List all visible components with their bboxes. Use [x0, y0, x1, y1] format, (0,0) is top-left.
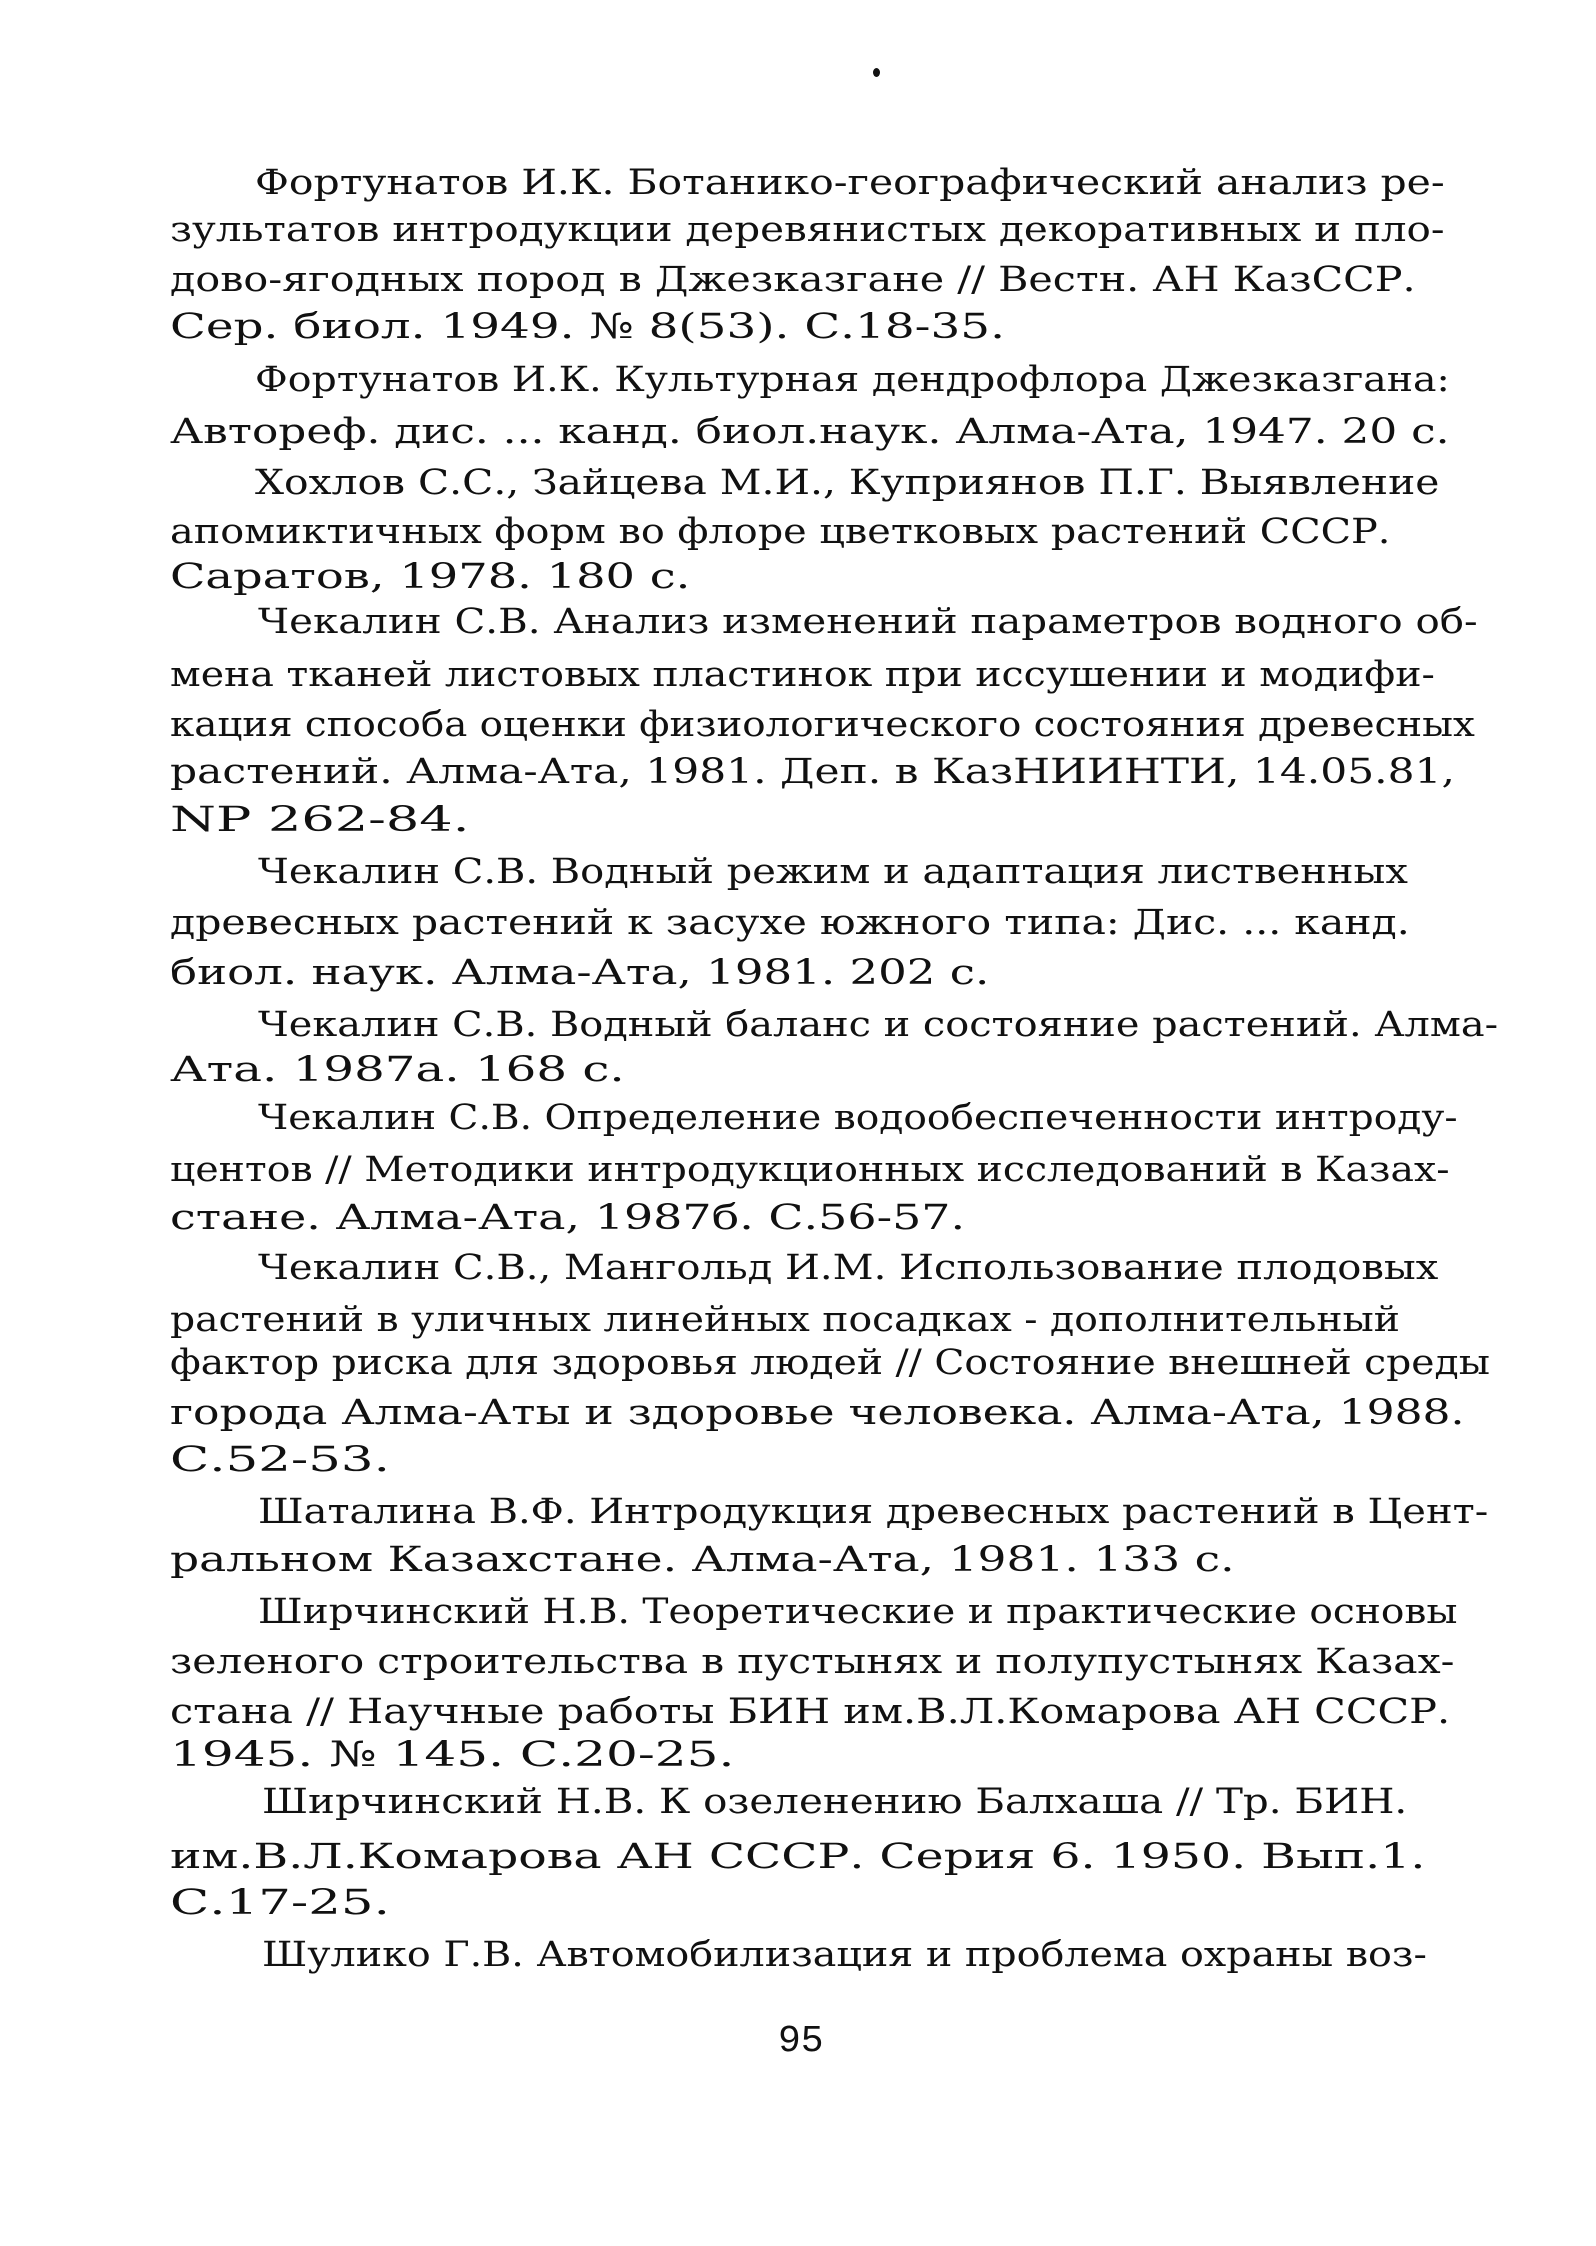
entry-line: фактор риска для здоровья людей // Состояние внешней среды [170, 1343, 1490, 1383]
entry-line: Ата. 1987а. 168 с. [170, 1050, 625, 1090]
entry-line: растений. Алма-Ата, 1981. Деп. в КазНИИНТИ, 14.05.81, [170, 752, 1455, 792]
entry-line: Шулико Г.В. Автомобилизация и проблема охраны воз- [262, 1935, 1427, 1975]
page-number: 95 [778, 2020, 824, 2063]
entry-line: Шаталина В.Ф. Интродукция древесных растений в Цент- [258, 1492, 1489, 1532]
entry-line: растений в уличных линейных посадках - дополнительный [170, 1300, 1400, 1340]
entry-line: Фортунатов И.К. Культурная дендрофлора Джезказгана: [255, 360, 1450, 400]
entry-line: С.52-53. [170, 1440, 390, 1480]
entry-line: Фортунатов И.К. Ботанико-географический анализ ре- [255, 163, 1445, 203]
entry-line: кация способа оценки физиологического состояния древесных [170, 705, 1475, 745]
entry-line: Ширчинский Н.В. Теоретические и практические основы [258, 1592, 1458, 1632]
entry-line: зеленого строительства в пустынях и полупустынях Казах- [170, 1642, 1455, 1682]
entry-line: Чекалин С.В. Водный режим и адаптация лиственных [258, 852, 1408, 892]
entry-line: NP 262-84. [170, 800, 470, 840]
entry-line: зультатов интродукции деревянистых декоративных и пло- [170, 210, 1445, 250]
entry-line: города Алма-Аты и здоровье человека. Алма-Ата, 1988. [170, 1393, 1465, 1433]
entry-line: Ширчинский Н.В. К озеленению Балхаша // Тр. БИН. [262, 1782, 1408, 1822]
entry-line: ральном Казахстане. Алма-Ата, 1981. 133 с. [170, 1540, 1235, 1580]
entry-line: им.В.Л.Комарова АН СССР. Серия 6. 1950. Вып.1. [170, 1837, 1426, 1877]
entry-line: Чекалин С.В. Анализ изменений параметров водного об- [258, 602, 1478, 642]
entry-line: Чекалин С.В., Мангольд И.М. Использование плодовых [258, 1248, 1439, 1288]
entry-line: Хохлов С.С., Зайцева М.И., Куприянов П.Г. Выявление [255, 463, 1440, 503]
entry-line: стана // Научные работы БИН им.В.Л.Комарова АН СССР. [170, 1692, 1451, 1732]
entry-line: Чекалин С.В. Водный баланс и состояние растений. Алма- [258, 1005, 1499, 1045]
entry-line: апомиктичных форм во флоре цветковых растений СССР. [170, 512, 1391, 552]
entry-line: дово-ягодных пород в Джезказгане // Вестн. АН КазССР. [170, 260, 1416, 300]
entry-line: Сер. биол. 1949. № 8(53). С.18-35. [170, 307, 1005, 347]
entry-line: стане. Алма-Ата, 1987б. С.56-57. [170, 1198, 966, 1238]
entry-line: Чекалин С.В. Определение водообеспеченности интроду- [258, 1098, 1458, 1138]
scan-speck [873, 68, 880, 77]
entry-line: биол. наук. Алма-Ата, 1981. 202 с. [170, 953, 990, 993]
entry-line: Саратов, 1978. 180 с. [170, 557, 691, 597]
entry-line: центов // Методики интродукционных исследований в Казах- [170, 1150, 1450, 1190]
entry-line: С.17-25. [170, 1883, 390, 1923]
entry-line: древесных растений к засухе южного типа: Дис. ... канд. [170, 903, 1410, 943]
entry-line: мена тканей листовых пластинок при иссушении и модифи- [170, 655, 1435, 695]
entry-line: Автореф. дис. ... канд. биол.наук. Алма-Ата, 1947. 20 с. [170, 412, 1450, 452]
entry-line: 1945. № 145. С.20-25. [170, 1735, 735, 1775]
